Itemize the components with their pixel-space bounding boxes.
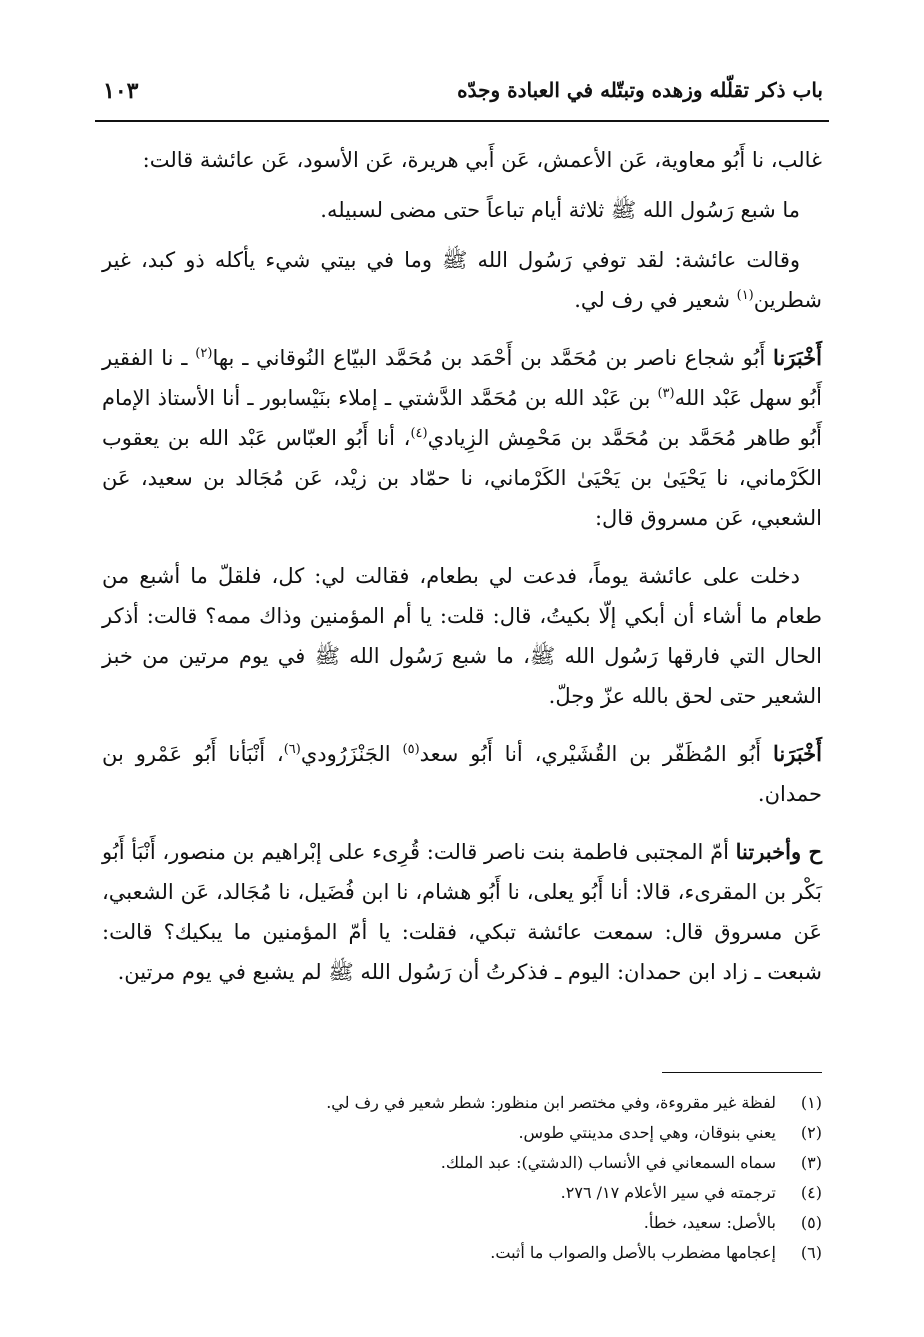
footnote-ref-1: (١)	[736, 288, 754, 303]
footnote-item	[102, 1208, 822, 1238]
paragraph-2	[102, 190, 822, 230]
paragraph-7	[102, 832, 822, 992]
paragraph-6	[102, 734, 822, 814]
footnote-text: بالأصل: سعيد، خطأ.	[643, 1213, 776, 1232]
isnad-lead-word: أَخْبَرَنا	[773, 741, 822, 766]
footnote-number: (٤)	[800, 1183, 822, 1202]
paragraph-1-text: غالب، نا أَبُو معاوية، عَن الأعمش، عَن أَبي هريرة، عَن الأسود، عَن عائشة قالت:	[142, 148, 822, 172]
paragraph-6-text-a: أَبُو المُظَفّر بن القُشَيْري، أنا أَبُو سعد	[419, 742, 774, 766]
page-number: ١٠٣	[103, 78, 139, 104]
paragraph-4-text-a: أَبُو شجاع ناصر بن مُحَمَّد بن أَحْمَد بن مُحَمَّد البيّاع النُوقاني ـ بها	[212, 346, 774, 370]
paragraph-6-text-c: ، أَنْبَأنا أَبُو عَمْرو بن حمدان.	[102, 742, 822, 806]
paragraph-2-text: ما شبع رَسُول الله ﷺ ثلاثة أيام تباعاً حتى مضى لسبيله.	[320, 198, 800, 222]
footnote-ref-5: (٥)	[402, 742, 420, 757]
paragraph-3	[102, 240, 822, 320]
footnote-text: إعجامها مضطرب بالأصل والصواب ما أثبت.	[490, 1243, 776, 1262]
footnote-text: يعني بنوقان، وهي إحدى مدينتي طوس.	[518, 1123, 776, 1142]
main-text	[102, 140, 822, 992]
footnote-item	[102, 1178, 822, 1208]
isnad-lead-word: أَخْبَرَنا	[773, 345, 822, 370]
footnotes	[102, 1088, 822, 1268]
footnote-separator	[662, 1072, 822, 1073]
footnote-number: (٥)	[800, 1213, 822, 1232]
footnote-ref-4: (٤)	[410, 426, 428, 441]
running-header	[95, 72, 829, 122]
footnote-item	[102, 1088, 822, 1118]
paragraph-1	[102, 140, 822, 180]
footnote-ref-6: (٦)	[283, 742, 301, 757]
footnote-item	[102, 1238, 822, 1268]
paragraph-6-text-b: الجَنْزَرُودي	[300, 742, 403, 766]
paragraph-3-text-a: وقالت عائشة: لقد توفي رَسُول الله ﷺ وما في بيتي شيء يأكله ذو كبد، غير شطرين	[102, 248, 822, 312]
paragraph-3-text-b: شعير في رف لي.	[574, 288, 737, 312]
footnote-number: (١)	[800, 1093, 822, 1112]
paragraph-7-text: أمّ المجتبى فاطمة بنت ناصر قالت: قُرِىء على إبْراهيم بن منصور، أَنْبَأ أَبُو بَكْر بن المقرىء، قالا: أنا أَبُو يعلى، نا أَبُو هشام، نا ابن فُضَيل، نا مُجَالد، عَن الشعبي، عَن مسروق قال: سمعت عائشة تبكي، فقلت: يا أمّ المؤمنين ما يبكيك؟ قالت: شبعت ـ زاد ابن حمدان: اليوم ـ فذكرتُ أن رَسُول الله ﷺ لم يشبع في يوم مرتين.	[102, 840, 822, 984]
footnote-text: سماه السمعاني في الأنساب (الدشتي): عبد الملك.	[440, 1153, 776, 1172]
footnote-item	[102, 1118, 822, 1148]
footnote-text: لفظة غير مقروءة، وفي مختصر ابن منظور: شطر شعير في رف لي.	[326, 1093, 776, 1112]
footnote-ref-3: (٣)	[657, 386, 675, 401]
footnote-ref-2: (٢)	[195, 346, 213, 361]
footnote-number: (٣)	[800, 1153, 822, 1172]
paragraph-4-text-d: ، أنا أَبُو العبّاس عَبْد الله بن يعقوب الكَرْماني، نا يَحْيَىٰ بن يَحْيَىٰ الكَرْماني، نا حمّاد بن زيْد، عَن مُجَالد بن سعيد، عَن الشعبي، عَن مسروق قال:	[102, 426, 822, 530]
footnote-text: ترجمته في سير الأعلام ١٧/ ٢٧٦.	[560, 1183, 776, 1202]
paragraph-5-text: دخلت على عائشة يوماً، فدعت لي بطعام، فقالت لي: كل، فلقلّ ما أشبع من طعام ما أشاء أن أبكي إلّا بكيتُ، قال: قلت: يا أم المؤمنين وذاك ممه؟ قالت: أذكر الحال التي فارقها رَسُول الله ﷺ، ما شبع رَسُول الله ﷺ في يوم مرتين من خبز الشعير حتى لحق بالله عزّ وجلّ.	[102, 564, 822, 708]
isnad-lead-word: ح وأخبرتنا	[735, 839, 822, 864]
paragraph-4-text-c: بن عَبْد الله بن مُحَمَّد الدَّشتي ـ إملاء بنَيْسابور ـ أنا الأستاذ الإمام أَبُو طاهر مُحَمَّد بن مُحَمَّد بن مَحْمِش الزِيادي	[102, 386, 822, 450]
footnote-number: (٢)	[800, 1123, 822, 1142]
chapter-title: باب ذكر تقلّله وزهده وتبتّله في العبادة وجدّه	[457, 78, 823, 102]
paragraph-5	[102, 556, 822, 716]
footnote-item	[102, 1148, 822, 1178]
footnote-number: (٦)	[800, 1243, 822, 1262]
paragraph-4	[102, 338, 822, 538]
paragraph-4-text-b: ـ نا الفقير أَبُو سهل عَبْد الله	[102, 346, 822, 410]
